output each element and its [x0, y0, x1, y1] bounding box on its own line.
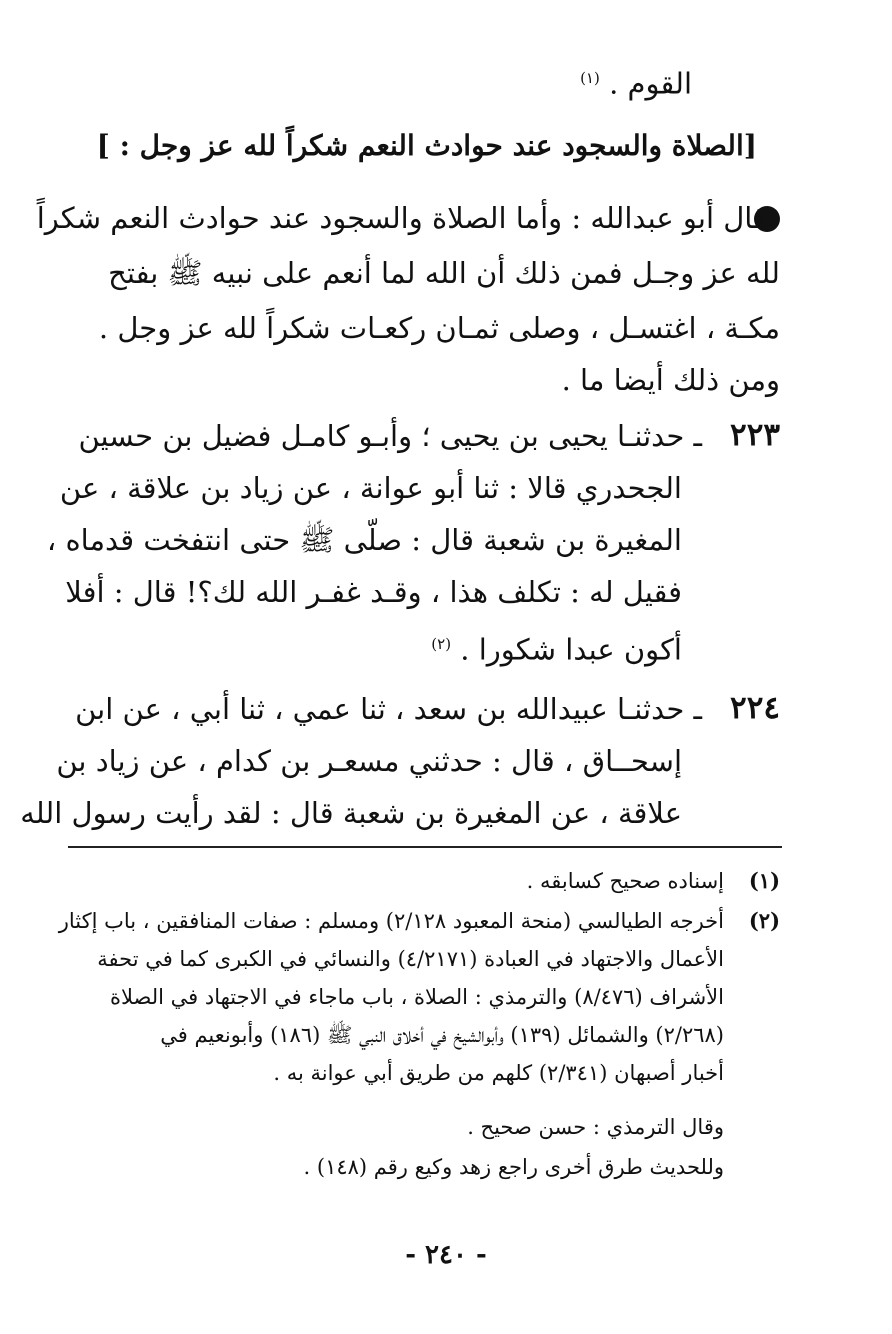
hadith-223-line-3: المغيرة بن شعبة قال : صلّى ﷺ حتى انتفخت قدماه ،	[46, 523, 682, 557]
footnote-2-line-4: (٢/٢٦٨) والشمائل (١٣٩) وأبوالشيخ في أخلاق النبي ﷺ (١٨٦) وأبونعيم في	[160, 1023, 724, 1047]
footnote-separator	[68, 846, 782, 848]
hadith-224-line-2: إسحــاق ، قال : حدثني مسعـر بن كدام ، عن زياد بن	[56, 744, 682, 778]
hadith-224-line-1: ـ حدثنـا عبيدالله بن سعد ، ثنا عمي ، ثنا أبي ، عن ابن	[75, 692, 702, 726]
footnote-2-line-2: الأعمال والاجتهاد في العبادة (٤/٢١٧١) والنسائي في الكبرى كما في تحفة	[97, 947, 724, 971]
hadith-223-line-1: ـ حدثنـا يحيى بن يحيى ؛ وأبـو كامـل فضيل بن حسين	[78, 419, 702, 453]
section-heading: [الصلاة والسجود عند حوادث النعم شكراً لله عز وجل : ]	[96, 129, 757, 162]
footnote-2-line-3: الأشراف (٨/٤٧٦) والترمذي : الصلاة ، باب ماجاء في الاجتهاد في الصلاة	[110, 985, 724, 1009]
footnote-1-number: (١)	[748, 868, 780, 893]
hadith-223-line-5	[431, 624, 682, 670]
para1-line-4: ومن ذلك أيضا ما .	[561, 363, 780, 397]
hadith-223-line-4: فقيل له : تكلف هذا ، وقـد غفـر الله لك؟! قال : أفلا	[65, 575, 682, 609]
intro-word: القوم .	[609, 66, 692, 101]
footnote-2-line-6: وقال الترمذي : حسن صحيح .	[467, 1115, 724, 1139]
hadith-223-line-5-text: أكون عبدا شكورا .	[460, 632, 682, 667]
hadith-223-line-2: الجحدري قالا : ثنا أبو عوانة ، عن زياد بن علاقة ، عن	[59, 471, 682, 505]
footnote-1-text: إسناده صحيح كسابقه .	[526, 869, 724, 893]
intro-line	[580, 58, 692, 104]
footnote-2-line-1: أخرجه الطيالسي (منحة المعبود ٢/١٢٨) ومسلم : صفات المنافقين ، باب إكثار	[58, 909, 724, 933]
intro-footnote-ref: (١)	[580, 69, 600, 87]
para1-line-1: قال أبو عبدالله : وأما الصلاة والسجود عند حوادث النعم شكراً	[36, 201, 767, 235]
para1-line-2: لله عز وجـل فمن ذلك أن الله لما أنعم على نبيه ﷺ بفتح	[108, 256, 780, 290]
footnote-2-line-7: وللحديث طرق أخرى راجع زهد وكيع رقم (١٤٨) .	[303, 1155, 724, 1179]
footnote-2-line-5: أخبار أصبهان (٢/٣٤١) كلهم من طريق أبي عوانة به .	[273, 1061, 724, 1085]
hadith-224-line-3: علاقة ، عن المغيرة بن شعبة قال : لقد رأيت رسول الله	[20, 796, 682, 830]
hadith-224-number: ٢٢٤	[730, 690, 780, 726]
footnote-2-number: (٢)	[748, 908, 780, 933]
para1-line-3: مكـة ، اغتسـل ، وصلى ثمـان ركعـات شكراً لله عز وجل .	[98, 311, 780, 345]
page-number: - ٢٤٠ -	[405, 1240, 487, 1270]
hadith-223-footnote-ref: (٢)	[431, 635, 452, 653]
hadith-223-number: ٢٢٣	[730, 417, 780, 453]
